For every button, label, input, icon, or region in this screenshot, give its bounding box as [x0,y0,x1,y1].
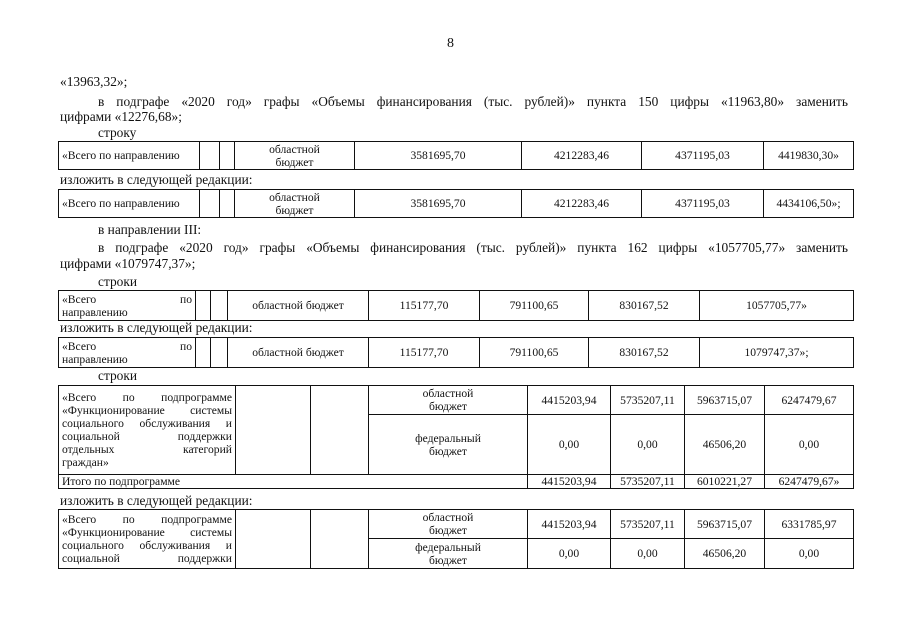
table-cell-empty [311,510,369,569]
table-cell-value: 4371195,03 [642,142,764,170]
table-cell-empty [211,291,228,321]
direction-table-new-row [58,337,854,368]
budget-line: федеральный [415,540,481,554]
table-cell-value: 6010221,27 [685,475,765,489]
table-cell-value: 5735207,11 [611,386,685,415]
table-cell-budget [235,142,355,170]
table-cell-value: 1079747,37»; [700,338,854,368]
table-cell-value: 4419830,30» [764,142,854,170]
table-cell-value: 0,00 [765,415,854,475]
table-cell-value: 3581695,70 [355,142,522,170]
label-line: «Всего по подпрограмме [62,391,232,404]
paragraph-line: цифрами «12276,68»; [60,109,182,124]
table-cell-value: 4415203,94 [528,475,611,489]
table-cell-value: 791100,65 [480,291,589,321]
paragraph-line: изложить в следующей редакции: [60,493,253,508]
budget-line: бюджет [429,553,467,567]
table-cell-empty [200,190,220,218]
table-cell-value: 6331785,97 [765,510,854,539]
table-cell-label [59,338,196,368]
table-cell-label [59,291,196,321]
label-line: социальной поддержки [62,552,232,565]
table-cell-value: 791100,65 [480,338,589,368]
label-line [62,340,192,353]
label-line: социальной поддержки [62,430,232,443]
table-cell-empty [236,386,311,475]
table-cell-budget [369,386,528,415]
paragraph-line: в подграфе «2020 год» графы «Объемы финансирования (тыс. рублей)» пункта 162 цифры «1057705,77» заменить [98,240,848,255]
budget-line: федеральный [415,431,481,445]
table-cell-empty [220,142,235,170]
budget-line: бюджет [429,400,467,413]
table-cell-total-label: Итого по подпрограмме [59,475,528,489]
table-cell-value: 115177,70 [369,291,480,321]
paragraph-line: в подграфе «2020 год» графы «Объемы финансирования (тыс. рублей)» пункта 150 цифры «11963,80» заменить [98,94,848,109]
table-cell-value: 6247479,67» [765,475,854,489]
table-cell-value: 0,00 [528,539,611,569]
budget-line: бюджет [275,155,314,169]
table-cell-empty [200,142,220,170]
table-cell-budget [235,190,355,218]
label-line: социального обслуживания и [62,417,232,430]
table-cell-value: 830167,52 [589,338,700,368]
table-cell-value: 0,00 [611,539,685,569]
label-line: направлению [62,305,128,319]
direction-table-old-row [58,290,854,321]
table-cell-value: 115177,70 [369,338,480,368]
label-line: отдельных категорий [62,443,232,456]
table-cell-value: 4371195,03 [642,190,764,218]
table-cell-budget [369,510,528,539]
table-cell-value: 1057705,77» [700,291,854,321]
table-cell-budget: областной бюджет [228,291,369,321]
table-cell-budget [369,415,528,475]
table-cell-value: 4415203,94 [528,510,611,539]
paragraph-line: цифрами «1079747,37»; [60,256,196,271]
table-cell-value: 46506,20 [685,539,765,569]
table-cell-empty [196,291,211,321]
label-line: направлению [62,352,128,366]
table-cell-budget [369,539,528,569]
table-cell-empty [311,386,369,475]
paragraph-line: изложить в следующей редакции: [60,172,253,187]
table-cell-value: 5735207,11 [611,510,685,539]
paragraph-line: строку [98,125,137,140]
paragraph-line: строки [98,274,138,289]
budget-line: областной [422,511,474,524]
table-cell-value: 5735207,11 [611,475,685,489]
budget-line: бюджет [429,444,467,458]
budget-line: бюджет [275,203,314,217]
table-cell-value: 4212283,46 [522,190,642,218]
table-cell-label: «Всего по направлению [59,190,200,218]
table-cell-value: 46506,20 [685,415,765,475]
table-cell-empty [211,338,228,368]
paragraph-line: «13963,32»; [60,74,128,89]
paragraph-line: строки [98,368,138,383]
table-cell-value: 4415203,94 [528,386,611,415]
table-cell-empty [220,190,235,218]
label-word: по [179,339,192,353]
table-cell-label [59,386,236,475]
table-cell-label [59,510,236,569]
table-cell-value: 6247479,67 [765,386,854,415]
budget-line: областной [269,142,320,156]
label-line: «Всего по подпрограмме [62,513,232,526]
table-cell-value: 0,00 [765,539,854,569]
table-cell-value: 4212283,46 [522,142,642,170]
label-line: граждан» [62,456,109,469]
page-number: 8 [447,36,454,51]
table-cell-label: «Всего по направлению [59,142,200,170]
label-line: социального обслуживания и [62,539,232,552]
table-cell-value: 0,00 [528,415,611,475]
label-word: «Всего [62,339,97,353]
table-cell-value: 4434106,50»; [764,190,854,218]
table-cell-empty [196,338,211,368]
table-cell-value: 3581695,70 [355,190,522,218]
table-cell-value: 5963715,07 [685,386,765,415]
label-line: «Функционирование системы [62,404,232,417]
budget-table-old-row [58,141,854,170]
table-cell-value: 5963715,07 [685,510,765,539]
table-cell-budget: областной бюджет [228,338,369,368]
table-cell-value: 0,00 [611,415,685,475]
subprogram-table-old-rows [58,385,854,489]
label-line [62,293,192,306]
label-line: «Функционирование системы [62,526,232,539]
budget-line: областной [422,387,474,400]
budget-line: бюджет [429,524,467,537]
table-cell-value: 830167,52 [589,291,700,321]
budget-table-new-row [58,189,854,218]
subprogram-table-new-rows [58,509,854,569]
paragraph-line: изложить в следующей редакции: [60,320,253,335]
label-word: «Всего [62,292,97,306]
label-word: по [179,292,192,306]
budget-line: областной [269,190,320,204]
table-cell-empty [236,510,311,569]
paragraph-line: в направлении III: [98,222,202,237]
